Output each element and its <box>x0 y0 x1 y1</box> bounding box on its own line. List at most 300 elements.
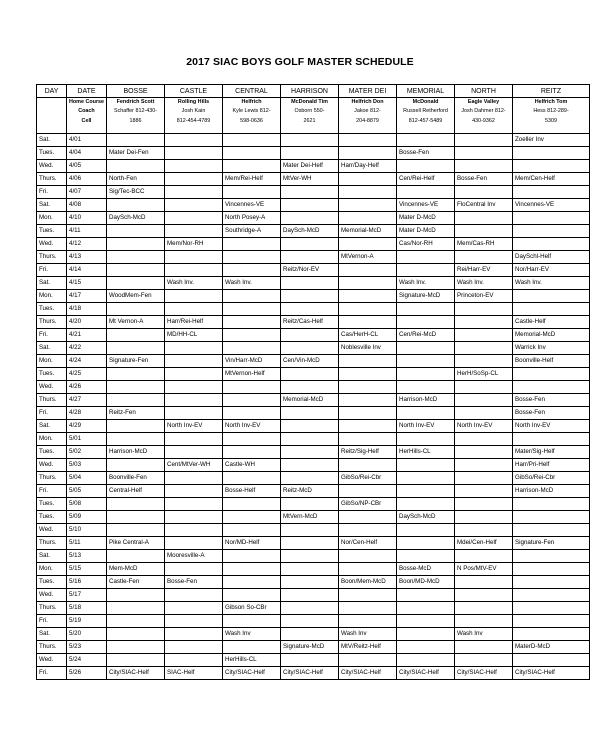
match-cell: Bosse-Fen <box>455 173 513 186</box>
team-info-line: 812-454-4789 <box>176 117 211 124</box>
date-cell: 5/03 <box>67 459 107 472</box>
schedule-row <box>37 550 590 563</box>
match-cell: Nor/MD-Helf <box>223 537 281 550</box>
match-cell: Cen/Rei-McD <box>397 329 455 342</box>
schedule-title: 2017 SIAC BOYS GOLF MASTER SCHEDULE <box>186 56 414 68</box>
match-cell: Signature-McD <box>397 290 455 303</box>
match-cell <box>455 641 513 654</box>
match-cell <box>281 589 339 602</box>
date-cell: 4/13 <box>67 251 107 264</box>
match-cell <box>455 342 513 355</box>
schedule-row <box>37 511 590 524</box>
day-cell: Wed. <box>37 381 67 394</box>
match-cell <box>165 290 223 303</box>
match-cell <box>281 199 339 212</box>
match-cell <box>339 524 397 537</box>
match-cell <box>513 550 590 563</box>
match-cell: North Posey-A <box>223 212 281 225</box>
match-cell <box>107 225 165 238</box>
team-info-cell <box>107 98 165 134</box>
day-cell: Sat. <box>37 342 67 355</box>
match-cell: City/SIAC-Helf <box>281 667 339 680</box>
team-info-line: Fendrich Scott <box>116 99 155 105</box>
match-cell <box>107 615 165 628</box>
match-cell: Boonville-Helf <box>513 355 590 368</box>
match-cell <box>107 524 165 537</box>
match-cell <box>281 602 339 615</box>
date-cell: 4/15 <box>67 277 107 290</box>
match-cell: MtVern-McD <box>281 511 339 524</box>
match-cell <box>223 511 281 524</box>
match-cell <box>513 628 590 641</box>
schedule-row <box>37 303 590 316</box>
schedule-row <box>37 264 590 277</box>
match-cell <box>339 147 397 160</box>
match-cell: Bosse-Fen <box>165 576 223 589</box>
team-info-cell <box>281 98 339 134</box>
match-cell <box>281 615 339 628</box>
column-header-central: CENTRAL <box>223 85 281 98</box>
match-cell <box>455 407 513 420</box>
schedule-row <box>37 407 590 420</box>
schedule-row <box>37 251 590 264</box>
day-cell: Sat. <box>37 134 67 147</box>
date-cell: 4/18 <box>67 303 107 316</box>
day-cell: Mon. <box>37 355 67 368</box>
team-info-cell <box>455 98 513 134</box>
team-info-line: Rolling Hills <box>177 99 210 105</box>
match-cell <box>165 524 223 537</box>
match-cell <box>339 394 397 407</box>
match-cell: Mater Dei-Fen <box>107 147 165 160</box>
match-cell <box>107 134 165 147</box>
match-cell <box>165 381 223 394</box>
date-cell: 5/20 <box>67 628 107 641</box>
match-cell: GibSo/NP-CBr <box>339 498 397 511</box>
match-cell <box>455 524 513 537</box>
match-cell <box>455 316 513 329</box>
match-cell: North Inv-EV <box>223 420 281 433</box>
match-cell: Wash Inv. <box>165 277 223 290</box>
match-cell <box>455 615 513 628</box>
match-cell <box>281 628 339 641</box>
match-cell: Mem/Nor-RH <box>165 238 223 251</box>
match-cell <box>281 537 339 550</box>
date-cell: 4/10 <box>67 212 107 225</box>
match-cell <box>223 303 281 316</box>
team-info-line: Russell Retherford <box>403 108 448 115</box>
schedule-row <box>37 446 590 459</box>
schedule-row <box>37 563 590 576</box>
date-cell: 5/05 <box>67 485 107 498</box>
match-cell <box>165 615 223 628</box>
match-cell: City/SIAC-Helf <box>513 667 590 680</box>
schedule-row <box>37 524 590 537</box>
team-info-cell <box>165 98 223 134</box>
match-cell: Memorial-McD <box>513 329 590 342</box>
team-info-line: Cell <box>81 117 92 124</box>
match-cell <box>513 563 590 576</box>
team-info-line: Jakoe 812- <box>354 108 381 115</box>
day-cell: Thurs. <box>37 251 67 264</box>
match-cell: Wash Inv. <box>397 277 455 290</box>
match-cell: Vincennes-VE <box>223 199 281 212</box>
match-cell: Signature-McD <box>281 641 339 654</box>
match-cell <box>455 498 513 511</box>
schedule-row <box>37 238 590 251</box>
match-cell <box>455 433 513 446</box>
date-cell: 4/12 <box>67 238 107 251</box>
date-cell: 5/15 <box>67 563 107 576</box>
match-cell: Warrick Inv <box>513 342 590 355</box>
match-cell: HerH/SoSp-CL <box>455 368 513 381</box>
match-cell: Rei/Harr-EV <box>455 264 513 277</box>
date-cell: 5/01 <box>67 433 107 446</box>
match-cell <box>513 615 590 628</box>
match-cell: Wash Inv <box>223 628 281 641</box>
team-info-line: 5309 <box>545 117 557 124</box>
date-cell: 4/20 <box>67 316 107 329</box>
match-cell <box>513 186 590 199</box>
match-cell <box>223 498 281 511</box>
match-cell: MaterD-McD <box>513 641 590 654</box>
team-info-line: 430-9362 <box>472 117 495 124</box>
match-cell <box>281 212 339 225</box>
match-cell <box>107 342 165 355</box>
match-cell: Vincennes-VE <box>513 199 590 212</box>
team-info-cell <box>223 98 281 134</box>
match-cell <box>513 238 590 251</box>
match-cell <box>455 485 513 498</box>
match-cell: Pike Central-A <box>107 537 165 550</box>
match-cell <box>165 264 223 277</box>
match-cell: FloCentral Inv <box>455 199 513 212</box>
day-cell: Sat. <box>37 420 67 433</box>
schedule-row <box>37 316 590 329</box>
team-info-line: Home Course <box>69 99 105 105</box>
match-cell <box>165 342 223 355</box>
match-cell <box>107 433 165 446</box>
team-info-line: Coach <box>78 108 95 115</box>
match-cell: Mater D-McD <box>397 212 455 225</box>
schedule-row <box>37 212 590 225</box>
match-cell: HerHills-CL <box>397 446 455 459</box>
match-cell <box>513 212 590 225</box>
team-info-line: 812-457-5489 <box>408 117 443 124</box>
day-cell: Fri. <box>37 186 67 199</box>
match-cell <box>107 589 165 602</box>
date-cell: 4/28 <box>67 407 107 420</box>
match-cell: Reitz/Sig-Helf <box>339 446 397 459</box>
match-cell <box>455 147 513 160</box>
match-cell <box>339 615 397 628</box>
match-cell <box>223 290 281 303</box>
team-info-line: 598-0636 <box>240 117 263 124</box>
date-cell: 5/16 <box>67 576 107 589</box>
match-cell <box>455 251 513 264</box>
match-cell <box>223 589 281 602</box>
match-cell <box>339 212 397 225</box>
match-cell: Mooresville-A <box>165 550 223 563</box>
match-cell <box>165 511 223 524</box>
day-cell: Sat. <box>37 277 67 290</box>
match-cell <box>397 524 455 537</box>
date-cell: 5/02 <box>67 446 107 459</box>
team-info-cell <box>37 98 67 134</box>
match-cell: Memorial-McD <box>339 225 397 238</box>
date-cell: 4/07 <box>67 186 107 199</box>
column-header-memorial: MEMORIAL <box>397 85 455 98</box>
match-cell: Gibson So-CBr <box>223 602 281 615</box>
day-cell: Tues. <box>37 368 67 381</box>
day-cell: Fri. <box>37 264 67 277</box>
match-cell: DaySch-McD <box>107 212 165 225</box>
match-cell: MtVernon-A <box>339 251 397 264</box>
match-cell: Central-Helf <box>107 485 165 498</box>
day-cell: Wed. <box>37 459 67 472</box>
match-cell <box>223 550 281 563</box>
match-cell: MtVer-WH <box>281 173 339 186</box>
match-cell <box>513 147 590 160</box>
match-cell <box>107 498 165 511</box>
column-header-bosse: BOSSE <box>107 85 165 98</box>
match-cell <box>339 316 397 329</box>
team-info-line: Josh Dahmer 812- <box>461 108 506 115</box>
match-cell <box>165 212 223 225</box>
date-cell: 4/17 <box>67 290 107 303</box>
team-info-cell <box>513 98 590 134</box>
match-cell <box>455 394 513 407</box>
match-cell <box>455 329 513 342</box>
match-cell <box>107 303 165 316</box>
date-cell: 5/19 <box>67 615 107 628</box>
date-cell: 5/13 <box>67 550 107 563</box>
match-cell <box>107 329 165 342</box>
match-cell <box>281 251 339 264</box>
schedule-table <box>36 84 590 680</box>
date-cell: 4/22 <box>67 342 107 355</box>
match-cell <box>397 498 455 511</box>
match-cell: Wash Inv <box>455 628 513 641</box>
match-cell <box>223 251 281 264</box>
match-cell <box>513 290 590 303</box>
match-cell: City/SIAC-Helf <box>339 667 397 680</box>
match-cell <box>455 654 513 667</box>
match-cell: Mem/Cen-Helf <box>513 173 590 186</box>
match-cell <box>455 589 513 602</box>
match-cell: Mem/Cas-RH <box>455 238 513 251</box>
match-cell <box>281 303 339 316</box>
match-cell <box>397 368 455 381</box>
match-cell <box>397 537 455 550</box>
match-cell: Boonville-Fen <box>107 472 165 485</box>
match-cell <box>455 472 513 485</box>
day-cell: Sat. <box>37 199 67 212</box>
match-cell <box>165 654 223 667</box>
team-info-line: 2621 <box>303 117 316 124</box>
match-cell <box>455 602 513 615</box>
match-cell: GibSo/Rei-Cbr <box>339 472 397 485</box>
team-info-line: Josh Kain <box>181 108 206 115</box>
match-cell <box>165 251 223 264</box>
match-cell <box>397 485 455 498</box>
match-cell <box>455 355 513 368</box>
schedule-row <box>37 420 590 433</box>
match-cell <box>397 160 455 173</box>
match-cell <box>165 446 223 459</box>
day-cell: Fri. <box>37 667 67 680</box>
team-info-line: McDonald <box>412 99 439 105</box>
schedule-row <box>37 459 590 472</box>
day-cell: Sat. <box>37 628 67 641</box>
match-cell <box>455 446 513 459</box>
match-cell: Memorial-McD <box>281 394 339 407</box>
match-cell <box>281 186 339 199</box>
match-cell <box>107 264 165 277</box>
match-cell <box>339 290 397 303</box>
column-header-reitz: REITZ <box>513 85 590 98</box>
match-cell <box>339 264 397 277</box>
match-cell <box>281 498 339 511</box>
team-info-row <box>37 98 590 134</box>
match-cell <box>397 407 455 420</box>
day-cell: Sat. <box>37 550 67 563</box>
match-cell: Southridge-A <box>223 225 281 238</box>
schedule-row <box>37 290 590 303</box>
match-cell: Mdei/Cen-Helf <box>455 537 513 550</box>
match-cell: Mt Vernon-A <box>107 316 165 329</box>
match-cell: Vin/Harr-McD <box>223 355 281 368</box>
match-cell <box>107 511 165 524</box>
match-cell: SIAC-Helf <box>165 667 223 680</box>
date-cell: 5/24 <box>67 654 107 667</box>
match-cell <box>397 615 455 628</box>
day-cell: Mon. <box>37 433 67 446</box>
match-cell: DaySchl-Helf <box>513 251 590 264</box>
match-cell <box>397 602 455 615</box>
match-cell: Harrison-McD <box>513 485 590 498</box>
match-cell: Zoeller Inv <box>513 134 590 147</box>
match-cell <box>223 238 281 251</box>
match-cell <box>455 303 513 316</box>
team-info-line: 1886 <box>129 117 142 124</box>
match-cell: North Inv-EV <box>397 420 455 433</box>
match-cell <box>165 199 223 212</box>
match-cell: Cas/Nor-RH <box>397 238 455 251</box>
date-cell: 4/06 <box>67 173 107 186</box>
match-cell <box>455 212 513 225</box>
match-cell: Sig/Tec-BCC <box>107 186 165 199</box>
match-cell <box>397 433 455 446</box>
match-cell <box>339 407 397 420</box>
schedule-row <box>37 199 590 212</box>
match-cell <box>397 628 455 641</box>
day-cell: Tues. <box>37 498 67 511</box>
match-cell: Mater D-McD <box>397 225 455 238</box>
match-cell <box>339 459 397 472</box>
match-cell <box>397 589 455 602</box>
match-cell <box>165 160 223 173</box>
match-cell <box>107 641 165 654</box>
match-cell <box>223 329 281 342</box>
match-cell <box>223 316 281 329</box>
day-cell: Tues. <box>37 511 67 524</box>
match-cell <box>513 589 590 602</box>
match-cell: North Inv-EV <box>513 420 590 433</box>
schedule-row <box>37 485 590 498</box>
day-cell: Wed. <box>37 160 67 173</box>
match-cell: Bosse-Fen <box>397 147 455 160</box>
match-cell <box>513 511 590 524</box>
date-cell: 4/05 <box>67 160 107 173</box>
match-cell <box>165 602 223 615</box>
day-cell: Thurs. <box>37 641 67 654</box>
schedule-body <box>37 98 590 680</box>
date-cell: 5/23 <box>67 641 107 654</box>
team-info-line: McDonald Tim <box>291 99 328 105</box>
match-cell <box>165 563 223 576</box>
match-cell <box>339 420 397 433</box>
match-cell <box>281 472 339 485</box>
match-cell: Harr/Day-Helf <box>339 160 397 173</box>
match-cell <box>339 134 397 147</box>
match-cell <box>223 524 281 537</box>
match-cell <box>513 433 590 446</box>
match-cell: HerHills-CL <box>223 654 281 667</box>
day-cell: Thurs. <box>37 472 67 485</box>
schedule-row <box>37 654 590 667</box>
schedule-row <box>37 186 590 199</box>
match-cell <box>455 576 513 589</box>
day-cell: Thurs. <box>37 316 67 329</box>
day-cell: Wed. <box>37 589 67 602</box>
match-cell: Reitz/Nor-EV <box>281 264 339 277</box>
match-cell <box>281 381 339 394</box>
schedule-row <box>37 147 590 160</box>
match-cell <box>281 563 339 576</box>
match-cell <box>455 550 513 563</box>
day-cell: Fri. <box>37 407 67 420</box>
day-cell: Fri. <box>37 329 67 342</box>
match-cell <box>339 238 397 251</box>
match-cell <box>339 303 397 316</box>
match-cell <box>455 160 513 173</box>
schedule-row <box>37 394 590 407</box>
match-cell <box>513 160 590 173</box>
match-cell: MD/HH-CL <box>165 329 223 342</box>
match-cell <box>223 576 281 589</box>
match-cell <box>223 472 281 485</box>
match-cell: City/SIAC-Helf <box>397 667 455 680</box>
match-cell <box>165 433 223 446</box>
column-header-day: DAY <box>37 85 67 98</box>
match-cell <box>281 459 339 472</box>
date-cell: 4/25 <box>67 368 107 381</box>
day-cell: Fri. <box>37 615 67 628</box>
match-cell <box>281 238 339 251</box>
date-cell: 4/11 <box>67 225 107 238</box>
match-cell: Cent/MtVer-WH <box>165 459 223 472</box>
team-info-cell <box>339 98 397 134</box>
date-cell: 5/10 <box>67 524 107 537</box>
date-cell: 4/21 <box>67 329 107 342</box>
day-cell: Wed. <box>37 524 67 537</box>
match-cell <box>107 550 165 563</box>
day-cell: Thurs. <box>37 394 67 407</box>
match-cell <box>513 654 590 667</box>
match-cell: GibSo/Rei-Cbr <box>513 472 590 485</box>
match-cell: Wash Inv. <box>455 277 513 290</box>
